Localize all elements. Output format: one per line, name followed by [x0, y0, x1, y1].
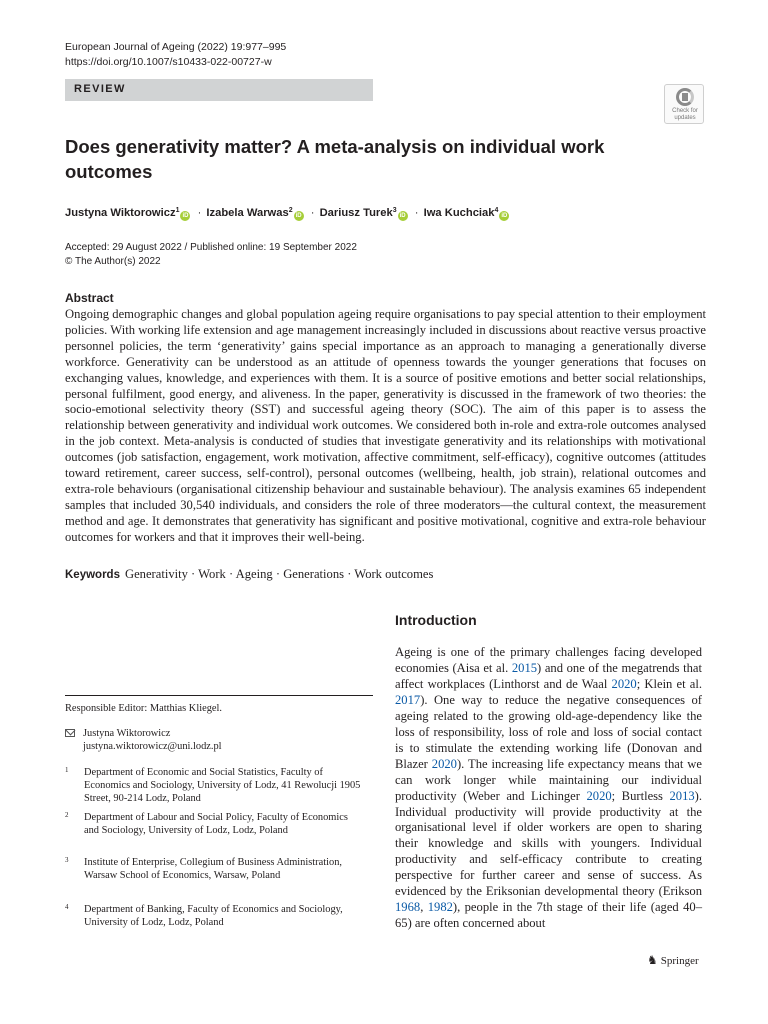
corresponding-name: Justyna Wiktorowicz: [83, 728, 171, 739]
doi-link[interactable]: https://doi.org/10.1007/s10433-022-00727-w: [65, 56, 272, 68]
bookmark-icon: [682, 93, 688, 101]
abstract-heading: Abstract: [65, 291, 114, 305]
dates-line: Accepted: 29 August 2022 / Published online: 19 September 2022: [65, 242, 357, 253]
corresponding-email[interactable]: justyna.wiktorowicz@uni.lodz.pl: [83, 741, 222, 752]
author-name[interactable]: Justyna Wiktorowicz: [65, 207, 176, 219]
orcid-icon[interactable]: iD: [501, 213, 508, 219]
citation-link[interactable]: 2020: [611, 676, 637, 691]
introduction-segment: ) and one of the megatrends that affect workplaces (Linthorst and de Waal: [395, 660, 702, 691]
affiliation-number: 4: [65, 903, 69, 911]
author-separator: ·: [197, 207, 202, 219]
citation-link[interactable]: 1982: [427, 900, 453, 915]
author-affiliation-sup: 3: [392, 207, 397, 214]
affiliation: [65, 766, 365, 805]
citation-link[interactable]: 1968: [395, 900, 421, 915]
citation-link[interactable]: 2020: [586, 788, 612, 803]
envelope-icon: [65, 729, 75, 737]
orcid-icon[interactable]: iD: [295, 213, 302, 219]
springer-horse-icon: ♞: [647, 953, 658, 967]
introduction-text: [395, 645, 702, 932]
introduction-segment: ). The increasing life expectancy means that we can work longer while maintaining our individual productivity (Weber and Lichinger: [395, 756, 702, 803]
affiliation: [65, 856, 365, 882]
section-label: REVIEW: [74, 83, 126, 95]
citation-link[interactable]: 2020: [431, 756, 457, 771]
affiliation-text: Department of Banking, Faculty of Economics and Sociology, University of Lodz, Lodz, Poland: [84, 904, 343, 928]
affiliation-text: Department of Labour and Social Policy, Faculty of Economics and Sociology, University of Lodz, Lodz, Poland: [84, 812, 348, 836]
introduction-segment: ; Klein et al.: [636, 676, 703, 691]
abstract-text: Ongoing demographic changes and global population ageing require organisations to pay special attention to their employment policies. With working life extension and age management increasingly included in discussions about reactive versus proactive personnel policies, the term ‘generativity’ gains special importance as an approach to managing a generationally diverse workforce. Generativity can be understood as an attitude of openness towards the younger generations that focuses on exchanging values, knowledge, and experiences with them. It is a source of positive emotions and better social relationships, personal fulfilment, good energy, and aliveness. In the paper, generativity is discussed in the framework of two theories: the socio-emotional selectivity theory (SST) and successful ageing theory (SOC). The aim of this paper is to assess the relationship between generativity and individual work outcomes. We considered both in-role and extra-role outcomes analysed in the job context. Meta-analysis is conducted of studies that investigate generativity and its relationships with motivational outcomes (job satisfaction, engagement, work motivation, affective commitment, self-efficacy), cognitive outcomes (attitudes toward retirement, career success, self-control), personal outcomes (wellbeing, health, job strain), relational outcomes and extra-role behaviours (organisational citizenship behaviour and sustainable behaviour). The analysis examines 65 independent samples that included 30,540 individuals, and considers the role of three moderators—the cultural context, the measurement method and age. It demonstrates that generativity has significant and positive motivational, cognitive and extra-role behaviour outcomes for workers and that it improves their well-being.: [65, 307, 706, 544]
introduction-segment: Ageing is one of the primary challenges facing developed economies (Aisa et al.: [395, 645, 702, 675]
affiliation: [65, 903, 365, 929]
footnote-divider: [65, 695, 373, 696]
author-separator: ·: [310, 207, 315, 219]
citation-link[interactable]: 2015: [511, 660, 538, 675]
affiliation-number: 3: [65, 856, 69, 864]
introduction-segment: ). One way to reduce the negative consequences of ageing related to the growing old-age-dependency like the loss of responsibility, loss of role and loss of social contact is to stimulate the extending working life (Donovan and Blazer: [395, 692, 702, 771]
publisher-name: Springer: [660, 955, 699, 967]
introduction-segment: ,: [420, 900, 428, 915]
author-list: [65, 203, 511, 221]
keywords: [65, 566, 433, 583]
citation-link[interactable]: 2017: [395, 692, 421, 707]
check-updates-label: Check for updates: [672, 108, 698, 121]
copyright-line: © The Author(s) 2022: [65, 256, 161, 267]
author-affiliation-sup: 2: [288, 207, 293, 214]
keywords-label: Keywords: [65, 569, 120, 581]
orcid-icon[interactable]: iD: [182, 213, 189, 219]
orcid-icon[interactable]: iD: [399, 213, 406, 219]
author-name[interactable]: Dariusz Turek: [319, 207, 393, 219]
publication-dates: [65, 241, 357, 269]
affiliation-number: 1: [65, 766, 69, 774]
publisher-logo: [647, 953, 699, 968]
article-title: Does generativity matter? A meta-analysis on individual work outcomes: [65, 136, 605, 182]
introduction-segment: ), people in the 7th stage of their life (aged 40–65) are often concerned about: [395, 900, 702, 931]
author-name[interactable]: Izabela Warwas: [206, 207, 289, 219]
introduction-heading: Introduction: [395, 612, 477, 628]
keywords-text: Generativity · Work · Ageing · Generations · Work outcomes: [124, 567, 434, 581]
affiliation-text: Department of Economic and Social Statistics, Faculty of Economics and Sociology, University of Lodz, 41 Rewolucji 1905 Street, 90-214 Lodz, Poland: [84, 767, 361, 804]
section-label-bar: [65, 79, 373, 101]
affiliation-number: 2: [65, 811, 69, 819]
responsible-editor: Responsible Editor: Matthias Kliegel.: [65, 703, 222, 714]
citation-link[interactable]: 2013: [669, 788, 695, 803]
introduction-segment: ; Burtless: [611, 788, 670, 803]
affiliation-text: Institute of Enterprise, Collegium of Business Administration, Warsaw School of Economics, Warsaw, Poland: [84, 857, 343, 881]
author-separator: ·: [414, 207, 419, 219]
introduction-segment: ). Individual productivity will provide productivity at the organisational level if older workers are open to sharing their knowledge and skills with youngers. Individual productivity and self-efficacy contribute to creating perspective for further career and sense of success. As evidenced by the Eriksonian developmental theory (Erikson: [395, 788, 702, 899]
author-affiliation-sup: 4: [494, 207, 499, 214]
journal-citation: [65, 40, 286, 70]
check-for-updates-badge[interactable]: [664, 84, 704, 124]
author-affiliation-sup: 1: [175, 207, 180, 214]
author-name[interactable]: Iwa Kuchciak: [423, 207, 495, 219]
journal-line: European Journal of Ageing (2022) 19:977–995: [65, 41, 287, 53]
affiliation: [65, 811, 365, 837]
corresponding-author: [65, 727, 222, 753]
